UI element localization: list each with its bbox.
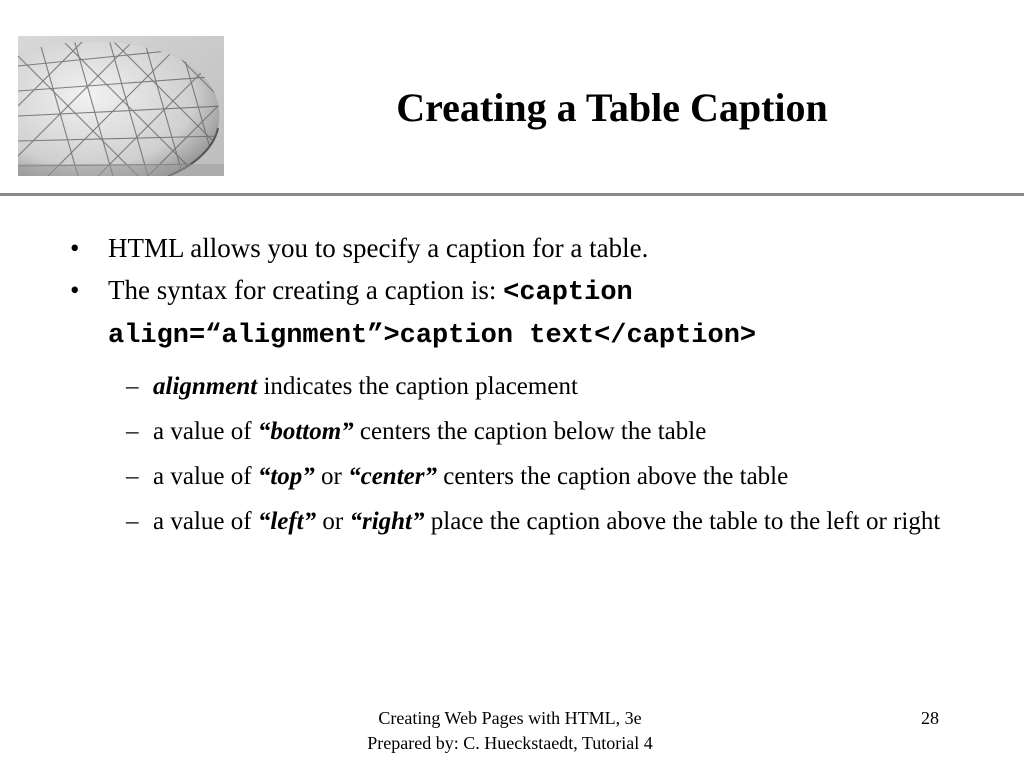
emphasis-text: “left” — [257, 508, 317, 535]
footer-line: Creating Web Pages with HTML, 3e — [378, 708, 642, 728]
bullet-item — [0, 228, 1024, 268]
sub-bullet-text: a value of — [153, 463, 258, 490]
sub-bullet-list — [0, 368, 1024, 548]
emphasis-text: “bottom” — [257, 418, 354, 445]
sub-bullet-text: a value of — [153, 508, 258, 535]
sub-bullet-marker: – — [126, 418, 139, 445]
sub-bullet-marker: – — [126, 373, 139, 400]
bullet-marker: • — [70, 275, 80, 305]
slide-title: Creating a Table Caption — [396, 85, 828, 130]
sub-bullet-text: or — [316, 508, 350, 535]
bullet-text: HTML allows you to specify a caption for a table. — [108, 233, 649, 263]
bullet-list — [0, 228, 1024, 358]
sub-bullet-text: a value of — [153, 418, 258, 445]
emphasis-text: “center” — [348, 463, 437, 490]
sub-bullet-item — [0, 413, 1024, 450]
sub-bullet-marker: – — [126, 508, 139, 535]
emphasis-text: alignment — [153, 373, 258, 400]
page-number: 28 — [921, 708, 939, 728]
code-snippet: align=“alignment”>caption text</caption> — [108, 321, 757, 351]
sub-bullet-text: centers the caption above the table — [436, 463, 789, 490]
sub-bullet-marker: – — [126, 463, 139, 490]
bullet-text: The syntax for creating a caption is: — [108, 275, 504, 305]
geodesic-dish-image — [18, 36, 224, 176]
code-snippet: <caption — [503, 278, 633, 308]
sub-bullet-item — [0, 503, 1024, 540]
sub-bullet-text: or — [314, 463, 349, 490]
emphasis-text: “top” — [257, 463, 315, 490]
emphasis-text: “right” — [349, 508, 425, 535]
sub-bullet-text: centers the caption below the table — [353, 418, 707, 445]
sub-bullet-item — [0, 368, 1024, 405]
bullet-marker: • — [70, 233, 80, 263]
sub-bullet-item — [0, 458, 1024, 495]
footer-line: Prepared by: C. Hueckstaedt, Tutorial 4 — [367, 733, 653, 753]
bullet-item — [0, 270, 1024, 356]
title-divider — [0, 193, 1024, 196]
sub-bullet-text: place the caption above the table to the left or right — [424, 508, 941, 535]
sub-bullet-text: indicates the caption placement — [257, 373, 578, 400]
footer — [300, 706, 720, 756]
